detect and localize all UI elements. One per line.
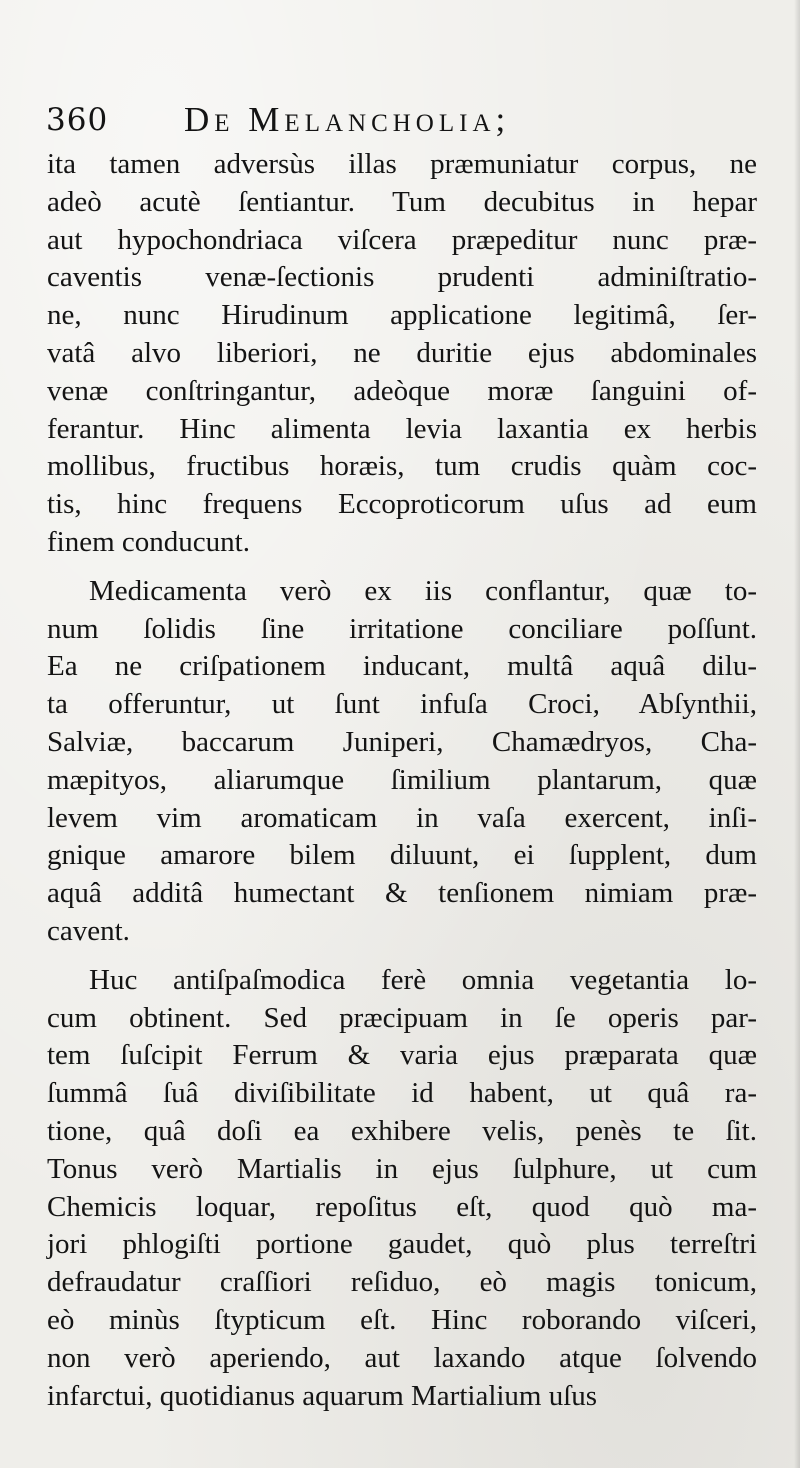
text-line: cum obtinent. Sed præcipuam in ſe operis par- bbox=[47, 1001, 757, 1034]
text-line: Medicamenta verò ex iis conflantur, quæ to- bbox=[89, 574, 757, 607]
text-line: ne, nunc Hirudinum applicatione legitimâ, ſer- bbox=[47, 299, 757, 332]
text-line: tione, quâ doſi ea exhibere velis, penès te ſit. bbox=[47, 1114, 757, 1147]
paragraph-gap bbox=[47, 562, 757, 573]
page-edge-shadow bbox=[794, 0, 800, 1468]
text-line: non verò aperiendo, aut laxando atque ſolvendo bbox=[47, 1341, 757, 1374]
paragraph bbox=[47, 573, 757, 951]
paragraph bbox=[47, 962, 757, 1416]
text-line: ferantur. Hinc alimenta levia laxantia ex herbis bbox=[47, 412, 757, 445]
text-line: eò minùs ſtypticum eſt. Hinc roborando viſceri, bbox=[47, 1303, 757, 1336]
text-line: cavent. bbox=[47, 914, 130, 947]
text-line: Ea ne criſpationem inducant, multâ aquâ dilu- bbox=[47, 650, 757, 683]
running-title: De Melancholia; bbox=[184, 100, 511, 139]
text-line: mollibus, fructibus horæis, tum crudis quàm coc- bbox=[47, 450, 757, 483]
text-line: tem ſuſcipit Ferrum & varia ejus præparata quæ bbox=[47, 1039, 757, 1072]
paragraph-gap bbox=[47, 951, 757, 962]
text-line: finem conducunt. bbox=[47, 525, 250, 558]
text-line: adeò acutè ſentiantur. Tum decubitus in hepar bbox=[47, 185, 757, 218]
page-number: 360 bbox=[46, 102, 109, 138]
text-line: tis, hinc frequens Eccoproticorum uſus ad eum bbox=[47, 488, 757, 521]
text-line: mæpityos, aliarumque ſimilium plantarum, quæ bbox=[47, 763, 757, 796]
text-line: num ſolidis ſine irritatione conciliare poſſunt. bbox=[47, 612, 757, 645]
text-line: Chemicis loquar, repoſitus eſt, quod quò ma- bbox=[47, 1190, 757, 1223]
text-line: levem vim aromaticam in vaſa exercent, inſi- bbox=[47, 801, 757, 834]
text-line: defraudatur craſſiori reſiduo, eò magis tonicum, bbox=[47, 1266, 757, 1299]
text-line: ita tamen adversùs illas præmuniatur corpus, ne bbox=[47, 148, 757, 180]
text-line: infarctui, quotidianus aquarum Martialium uſus bbox=[47, 1379, 598, 1412]
text-line: Salviæ, baccarum Juniperi, Chamædryos, Cha- bbox=[47, 725, 757, 758]
text-line: gnique amarore bilem diluunt, ei ſupplent, dum bbox=[47, 839, 757, 872]
text-line: vatâ alvo liberiori, ne duritie ejus abdominales bbox=[47, 336, 757, 369]
text-line: aut hypochondriaca viſcera præpeditur nunc præ- bbox=[47, 223, 757, 256]
text-line: ta offeruntur, ut ſunt infuſa Croci, Abſynthii, bbox=[47, 688, 757, 721]
text-line: ſummâ ſuâ diviſibilitate id habent, ut quâ ra- bbox=[47, 1077, 757, 1110]
body-text bbox=[47, 146, 757, 1415]
text-line: Tonus verò Martialis in ejus ſulphure, ut cum bbox=[47, 1152, 757, 1185]
text-line: jori phlogiſti portione gaudet, quò plus terreſtri bbox=[47, 1228, 757, 1261]
running-header bbox=[46, 96, 766, 148]
text-line: aquâ additâ humectant & tenſionem nimiam præ- bbox=[47, 877, 757, 910]
text-line: caventis venæ-ſectionis prudenti adminiſtratio- bbox=[47, 261, 757, 294]
text-line: venæ conſtringantur, adeòque moræ ſanguini of- bbox=[47, 374, 757, 407]
paragraph bbox=[47, 146, 757, 562]
text-line: Huc antiſpaſmodica ferè omnia vegetantia lo- bbox=[89, 963, 757, 996]
